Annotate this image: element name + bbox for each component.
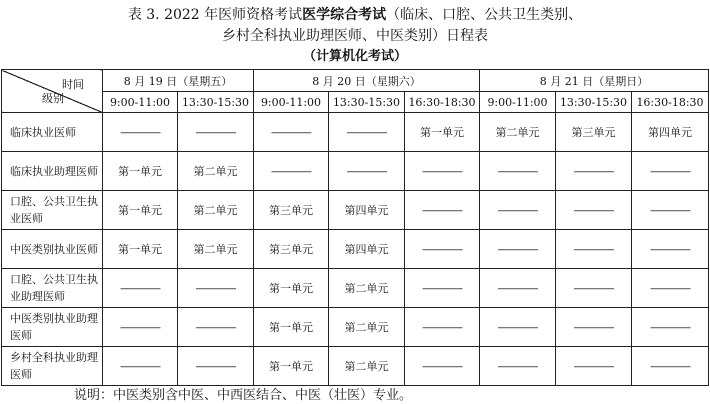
- row-level-label: 口腔、公共卫生执业助理医师: [2, 269, 103, 308]
- exam-unit-cell: [103, 152, 178, 191]
- cell-text: ————: [195, 359, 236, 373]
- cell-text: ————: [422, 203, 462, 217]
- cell-text: ————: [422, 164, 462, 178]
- cell-text: ————: [195, 125, 236, 139]
- table-row: [2, 152, 709, 191]
- row-level-label: 口腔、公共卫生执业医师: [2, 191, 103, 230]
- cell-text: 第一单元: [269, 321, 313, 334]
- row-level-label: 乡村全科执业助理医师: [2, 347, 103, 386]
- cell-text: ————: [650, 281, 690, 295]
- exam-unit-cell: [329, 191, 405, 230]
- empty-slot-cell: [405, 191, 480, 230]
- empty-slot-cell: [103, 113, 178, 152]
- exam-unit-cell: [632, 113, 709, 152]
- time-slot-header: 9:00-11:00: [103, 92, 178, 113]
- cell-text: ————: [120, 359, 160, 373]
- cell-text: ————: [346, 125, 387, 139]
- time-slot-header: 16:30-18:30: [632, 92, 709, 113]
- cell-text: ————: [346, 164, 387, 178]
- empty-slot-cell: [556, 230, 632, 269]
- empty-slot-cell: [178, 113, 254, 152]
- table-row: [2, 269, 709, 308]
- cell-text: ————: [497, 203, 538, 217]
- exam-unit-cell: [329, 308, 405, 347]
- corner-level-label: 级别: [42, 92, 64, 105]
- cell-text: ————: [573, 203, 614, 217]
- cell-text: 第一单元: [269, 282, 313, 295]
- empty-slot-cell: [480, 191, 556, 230]
- cell-text: 第一单元: [118, 243, 162, 256]
- empty-slot-cell: [103, 308, 178, 347]
- exam-unit-cell: [178, 152, 254, 191]
- cell-text: ————: [573, 242, 614, 256]
- date-header: 8 月 19 日（星期五）: [103, 70, 254, 92]
- time-slot-header: 9:00-11:00: [480, 92, 556, 113]
- empty-slot-cell: [480, 230, 556, 269]
- exam-unit-cell: [329, 347, 405, 386]
- cell-text: ————: [573, 164, 614, 178]
- cell-text: ————: [573, 359, 614, 373]
- empty-slot-cell: [405, 230, 480, 269]
- empty-slot-cell: [632, 230, 709, 269]
- exam-unit-cell: [556, 113, 632, 152]
- table-row: [2, 308, 709, 347]
- cell-text: 第二单元: [193, 165, 238, 178]
- cell-text: 第三单元: [571, 126, 616, 139]
- cell-text: ————: [650, 203, 690, 217]
- cell-text: ————: [422, 320, 462, 334]
- cell-text: 第二单元: [495, 126, 540, 139]
- cell-text: ————: [650, 242, 690, 256]
- row-level-label: 中医类别执业医师: [2, 230, 103, 269]
- empty-slot-cell: [480, 152, 556, 191]
- table-title-bold: 医学综合考试: [302, 7, 387, 23]
- cell-text: 第一单元: [269, 360, 313, 373]
- cell-text: ————: [120, 320, 160, 334]
- corner-time-label: 时间: [62, 78, 84, 91]
- header-corner-cell: [2, 70, 103, 113]
- empty-slot-cell: [329, 152, 405, 191]
- empty-slot-cell: [556, 269, 632, 308]
- cell-text: 第一单元: [118, 204, 162, 217]
- empty-slot-cell: [556, 347, 632, 386]
- cell-text: 第一单元: [420, 126, 464, 139]
- cell-text: ————: [271, 125, 311, 139]
- cell-text: ————: [650, 164, 690, 178]
- row-level-label: 临床执业助理医师: [2, 152, 103, 191]
- empty-slot-cell: [480, 308, 556, 347]
- row-level-label: 临床执业医师: [2, 113, 103, 152]
- exam-unit-cell: [329, 230, 405, 269]
- empty-slot-cell: [632, 269, 709, 308]
- exam-unit-cell: [405, 113, 480, 152]
- exam-unit-cell: [480, 113, 556, 152]
- cell-text: 第四单元: [344, 243, 389, 256]
- empty-slot-cell: [178, 308, 254, 347]
- cell-text: 第二单元: [344, 321, 389, 334]
- cell-text: ————: [422, 242, 462, 256]
- cell-text: 第三单元: [269, 243, 313, 256]
- table-row: [2, 113, 709, 152]
- cell-text: 第四单元: [344, 204, 389, 217]
- empty-slot-cell: [632, 308, 709, 347]
- table-title-suffix: （临床、口腔、公共卫生类别、: [386, 7, 583, 23]
- empty-slot-cell: [254, 113, 329, 152]
- exam-unit-cell: [254, 191, 329, 230]
- empty-slot-cell: [329, 113, 405, 152]
- cell-text: 第二单元: [344, 282, 389, 295]
- exam-unit-cell: [254, 308, 329, 347]
- empty-slot-cell: [405, 269, 480, 308]
- exam-unit-cell: [178, 191, 254, 230]
- cell-text: ————: [195, 281, 236, 295]
- footnote: 说明：中医类别含中医、中西医结合、中医（壮医）专业。: [74, 388, 413, 403]
- empty-slot-cell: [480, 347, 556, 386]
- exam-unit-cell: [103, 230, 178, 269]
- cell-text: 第二单元: [193, 243, 238, 256]
- time-slot-header: 13:30-15:30: [178, 92, 254, 113]
- time-slot-header: 16:30-18:30: [405, 92, 480, 113]
- cell-text: 第三单元: [269, 204, 313, 217]
- header-row-dates: [2, 70, 709, 92]
- empty-slot-cell: [405, 152, 480, 191]
- empty-slot-cell: [103, 347, 178, 386]
- empty-slot-cell: [405, 308, 480, 347]
- empty-slot-cell: [556, 191, 632, 230]
- time-slot-header: 13:30-15:30: [556, 92, 632, 113]
- empty-slot-cell: [103, 269, 178, 308]
- empty-slot-cell: [254, 152, 329, 191]
- table-title-line-1: [0, 6, 710, 24]
- cell-text: ————: [497, 242, 538, 256]
- cell-text: ————: [573, 320, 614, 334]
- table-subtitle: （计算机化考试）: [302, 49, 407, 64]
- empty-slot-cell: [632, 191, 709, 230]
- cell-text: 第一单元: [118, 165, 162, 178]
- empty-slot-cell: [178, 269, 254, 308]
- header-row-times: [2, 92, 709, 113]
- date-header: 8 月 20 日（星期六）: [254, 70, 480, 92]
- cell-text: 第二单元: [193, 204, 238, 217]
- cell-text: ————: [497, 359, 538, 373]
- cell-text: ————: [650, 359, 690, 373]
- table-title-line-2: 乡村全科执业助理医师、中医类别）日程表: [222, 28, 488, 44]
- cell-text: ————: [497, 164, 538, 178]
- exam-unit-cell: [254, 230, 329, 269]
- empty-slot-cell: [556, 308, 632, 347]
- empty-slot-cell: [632, 347, 709, 386]
- time-slot-header: 13:30-15:30: [329, 92, 405, 113]
- exam-unit-cell: [329, 269, 405, 308]
- cell-text: ————: [650, 320, 690, 334]
- empty-slot-cell: [480, 269, 556, 308]
- cell-text: ————: [271, 164, 311, 178]
- table-row: [2, 230, 709, 269]
- cell-text: 第四单元: [648, 126, 692, 139]
- empty-slot-cell: [178, 347, 254, 386]
- exam-unit-cell: [254, 347, 329, 386]
- cell-text: ————: [497, 320, 538, 334]
- time-slot-header: 9:00-11:00: [254, 92, 329, 113]
- exam-unit-cell: [254, 269, 329, 308]
- date-header: 8 月 21 日（星期日）: [480, 70, 709, 92]
- cell-text: 第二单元: [344, 360, 389, 373]
- cell-text: ————: [422, 281, 462, 295]
- cell-text: ————: [573, 281, 614, 295]
- cell-text: ————: [120, 281, 160, 295]
- exam-unit-cell: [103, 191, 178, 230]
- cell-text: ————: [422, 359, 462, 373]
- row-level-label: 中医类别执业助理医师: [2, 308, 103, 347]
- exam-unit-cell: [178, 230, 254, 269]
- cell-text: ————: [497, 281, 538, 295]
- exam-schedule-table: [1, 69, 709, 386]
- cell-text: ————: [195, 320, 236, 334]
- empty-slot-cell: [632, 152, 709, 191]
- empty-slot-cell: [556, 152, 632, 191]
- table-row: [2, 347, 709, 386]
- cell-text: ————: [120, 125, 160, 139]
- table-title-prefix: 表 3. 2022 年医师资格考试: [127, 7, 303, 23]
- table-row: [2, 191, 709, 230]
- empty-slot-cell: [405, 347, 480, 386]
